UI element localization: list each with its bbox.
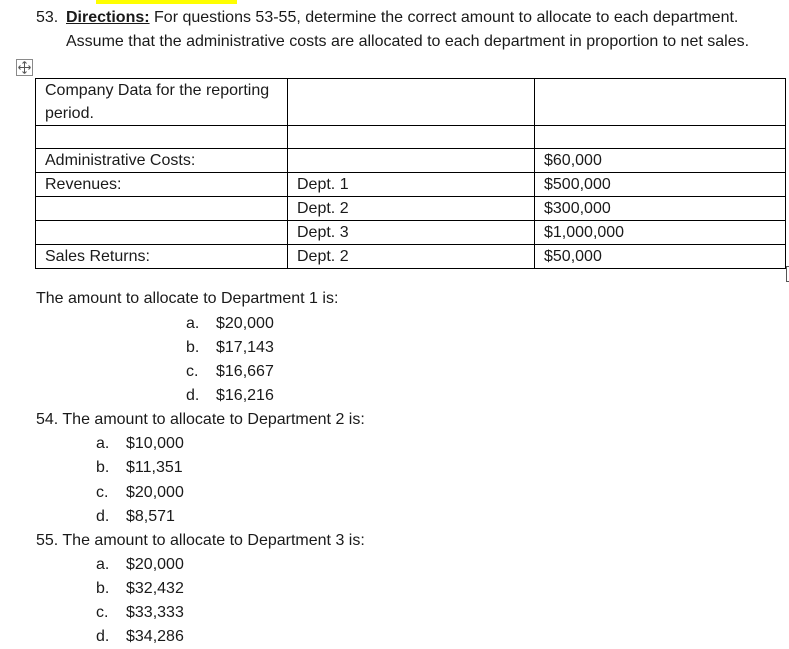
table-row: [36, 197, 786, 221]
option-value: $33,333: [126, 604, 184, 621]
option-value: $10,000: [126, 435, 184, 452]
table-row: [36, 173, 786, 197]
company-data-table: [35, 78, 786, 269]
option-letter: a.: [186, 315, 200, 332]
table-cell: $60,000: [535, 149, 786, 173]
option-value: $16,667: [216, 363, 274, 380]
table-cell: $300,000: [535, 197, 786, 221]
directions-label: Directions:: [66, 9, 150, 26]
option-letter: a.: [96, 435, 110, 452]
question-number: 53.: [36, 9, 59, 26]
text-highlight-mark: [96, 0, 237, 4]
answer-option[interactable]: [96, 456, 183, 480]
answer-option[interactable]: [96, 481, 184, 505]
answer-option[interactable]: [96, 553, 184, 577]
table-cell: Dept. 2: [288, 245, 535, 269]
table-cell: $500,000: [535, 173, 786, 197]
answer-option[interactable]: [96, 432, 184, 456]
table-cell: Revenues:: [36, 173, 288, 197]
option-value: $16,216: [216, 387, 274, 404]
table-cell: Administrative Costs:: [36, 149, 288, 173]
question-53-prompt: The amount to allocate to Department 1 is:: [36, 290, 339, 307]
option-letter: c.: [96, 604, 109, 621]
table-cell: Dept. 1: [288, 173, 535, 197]
answer-option[interactable]: [96, 601, 184, 625]
table-cell: $50,000: [535, 245, 786, 269]
answer-option[interactable]: [186, 336, 274, 360]
table-cell: [36, 126, 288, 149]
table-row: [36, 126, 786, 149]
table-cell: $1,000,000: [535, 221, 786, 245]
table-cell: [288, 149, 535, 173]
option-letter: b.: [186, 339, 200, 356]
answer-option[interactable]: [96, 577, 184, 601]
table-row: [36, 221, 786, 245]
option-value: $20,000: [126, 556, 184, 573]
table-cell: Dept. 3: [288, 221, 535, 245]
option-letter: b.: [96, 580, 110, 597]
table-row: [36, 79, 786, 126]
table-cell: [36, 197, 288, 221]
option-letter: c.: [186, 363, 199, 380]
option-value: $11,351: [126, 459, 183, 476]
option-value: $17,143: [216, 339, 274, 356]
answer-option[interactable]: [186, 360, 274, 384]
answer-option[interactable]: [96, 505, 175, 529]
option-value: $32,432: [126, 580, 184, 597]
table-row: [36, 149, 786, 173]
question-53-directions: [36, 6, 756, 54]
directions-text: For questions 53-55, determine the correct amount to allocate to each department. Assume that the administrative costs are allocated to each department in proportion to net sales.: [66, 9, 750, 50]
table-cell: [288, 126, 535, 149]
table-cell: [535, 79, 786, 126]
option-letter: c.: [96, 484, 109, 501]
question-54-prompt: 54. The amount to allocate to Department 2 is:: [36, 411, 365, 428]
table-cell: Dept. 2: [288, 197, 535, 221]
option-value: $20,000: [216, 315, 274, 332]
option-letter: d.: [96, 628, 110, 645]
option-letter: b.: [96, 459, 110, 476]
table-cell: [535, 126, 786, 149]
move-arrows-icon[interactable]: [16, 59, 33, 76]
option-value: $8,571: [126, 508, 175, 525]
table-cell: Company Data for the reporting period.: [36, 79, 288, 126]
answer-option[interactable]: [186, 312, 274, 336]
option-letter: d.: [96, 508, 110, 525]
option-value: $34,286: [126, 628, 184, 645]
answer-option[interactable]: [186, 384, 274, 408]
table-cell: [288, 79, 535, 126]
answer-option[interactable]: [96, 625, 184, 649]
option-letter: a.: [96, 556, 110, 573]
table-cell: [36, 221, 288, 245]
option-value: $20,000: [126, 484, 184, 501]
table-cell: Sales Returns:: [36, 245, 288, 269]
option-letter: d.: [186, 387, 200, 404]
question-55-prompt: 55. The amount to allocate to Department 3 is:: [36, 532, 365, 549]
table-row: [36, 245, 786, 269]
